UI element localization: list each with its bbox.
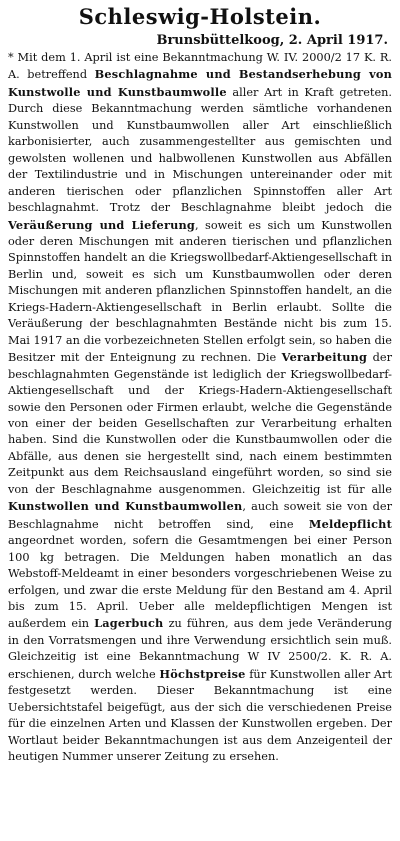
article-text: * Mit dem 1. April ist eine Bekanntmachung W. IV. 2000/2 17 K. R. A. betreffend [8, 51, 392, 82]
headline: Schleswig-Holstein. [78, 4, 322, 29]
article-emphasis: Kunstwollen und Kunstbaumwollen [8, 499, 243, 514]
article-text: , soweit es sich um Kunstwollen oder deren Mischungen mit anderen tierischen und pflanzlichen Spinnstoffen handelt an die Kriegswollbedarf-Aktiengesellschaft in Berlin und, soweit es sich um Kunstbaumwollen oder deren Mischungen mit anderen pflanzlichen Spinnstoffen handelt, an die Kriegs-Hadern-Aktiengesellschaft in Berlin erlaubt. Sollte die Veräußerung der beschlagnahmten Bestände nicht bis zum 15. Mai 1917 an die vorbezeichneten Stellen erfolgt sein, so haben die Besitzer mit der Enteignung zu rechnen. Die [8, 218, 393, 365]
article-text: angeordnet worden, sofern die Gesamtmengen bei einer Person 100 kg betragen. Die Meldungen haben monatlich an das Webstoff-Meldeamt in einer besonders vorgeschriebenen Weise zu erfolgen, und zwar die erste Meldung für den Bestand am 4. April bis zum 15. April. Ueber alle meldepflichtigen Mengen ist außerdem ein [8, 534, 392, 631]
article-text: der beschlagnahmten Gegenstände ist lediglich der Kriegswollbedarf-Aktiengesellschaft und der Kriegs-Hadern-Aktiengesellschaft sowie den Personen oder Firmen erlaubt, welche die Gegenstände von einer der beiden Gesellschaften zur Verarbeitung erhalten haben. Sind die Kunstwollen oder die Kunstbaumwollen oder die Abfälle, aus denen sie hergestellt sind, nach einem bestimmten Zeitpunkt aus dem Reichsausland eingeführt worden, so sind sie von der Beschlagnahme ausgenommen. Gleichzeitig ist für alle [8, 351, 392, 496]
article-emphasis: Verarbeitung [281, 350, 368, 365]
article-text: aller Art in Kraft getreten. Durch diese Bekanntmachung werden sämtliche vorhandenen Kunstwollen und Kunstbaumwollen aller Art einschließlich karbonisierter, auch zusammengestellter aus gemischten und gewolsten wollenen und halbwollenen Kunstwollen aus Abfällen der Textilindustrie und in Mischungen untereinander oder mit anderen tierischen oder pflanzlichen Spinnstoffen aller Art beschlagnahmt. Trotz der Beschlagnahme bleibt jedoch die [8, 85, 392, 215]
article-emphasis: Beschlagnahme und Bestandserhebung von Kunstwolle und Kunstbaumwolle [8, 67, 392, 99]
article-text: zu führen, aus dem jede Veränderung in den Vorratsmengen und ihre Verwendung ersichtlich sein muß. Gleichzeitig ist eine Bekanntmachung W IV 2500/2. K. R. A. erschienen, durch welche [8, 617, 393, 681]
article-emphasis: Veräußerung und Lieferung [8, 217, 196, 232]
article-text: , auch soweit sie von der Beschlagnahme nicht betroffen sind, eine [8, 500, 392, 531]
article-emphasis: Lagerbuch [94, 616, 164, 631]
article-body [8, 50, 392, 765]
dateline: Brunsbüttelkoog, 2. April 1917. [156, 33, 388, 48]
article-emphasis: Meldepflicht [308, 516, 392, 531]
article-emphasis: Höchstpreise [159, 666, 246, 681]
article-text: für Kunstwollen aller Art festgesetzt werden. Dieser Bekanntmachung ist eine Uebersichtstafel beigefügt, aus der sich die verschiedenen Preise für die einzelnen Arten und Klassen der Kunstwollen ergeben. Der Wortlaut beider Bekanntmachungen ist aus dem Anzeigenteil der heutigen Nummer unserer Zeitung zu ersehen. [8, 667, 392, 764]
